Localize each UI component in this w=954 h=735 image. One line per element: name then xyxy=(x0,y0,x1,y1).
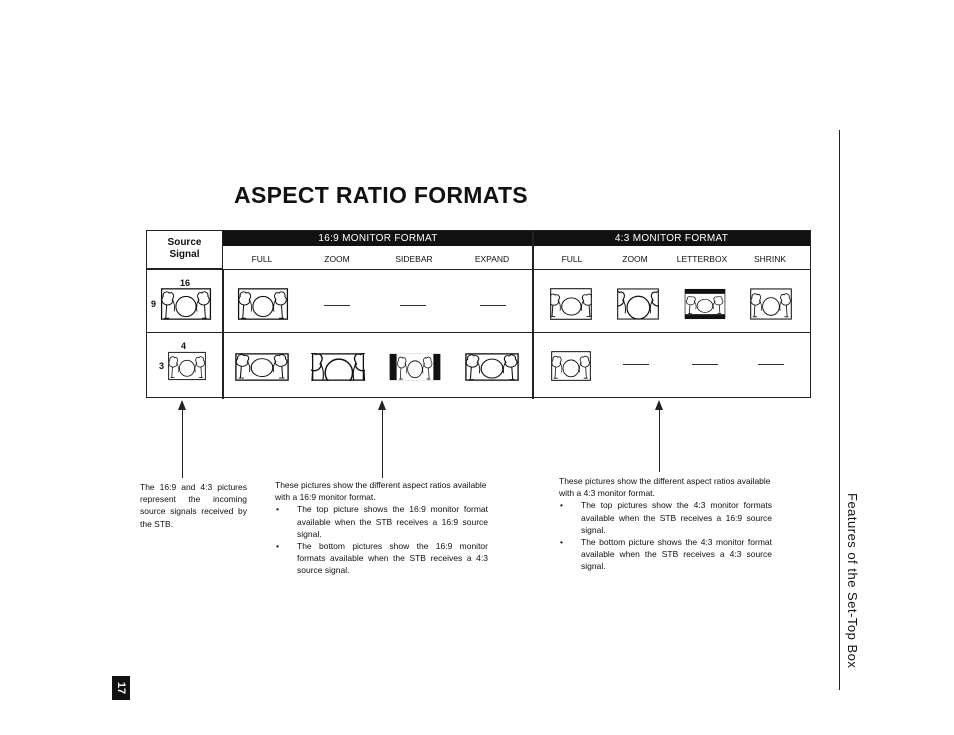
list-item: • The top picture shows the 16:9 monitor format available when the STB receives a 16:9 source signal. xyxy=(275,503,488,540)
list-item: • The bottom picture shows the 4:3 monitor format available when the STB receives a 4:3 source signal. xyxy=(559,536,772,573)
col-169-sidebar: SIDEBAR xyxy=(395,254,433,264)
169-full-picture-icon xyxy=(235,353,289,381)
list-item: • The top pictures show the 4:3 monitor formats available when the STB receives a 16:9 source signal. xyxy=(559,499,772,536)
column-divider xyxy=(222,269,224,399)
169-sidebar-picture-icon xyxy=(388,353,442,381)
source-169-picture-icon xyxy=(160,288,212,320)
width-label: 16 xyxy=(180,278,191,288)
169-full-picture-icon xyxy=(237,288,289,320)
height-label: 3 xyxy=(159,361,165,371)
col-43-zoom: ZOOM xyxy=(622,254,648,264)
not-applicable-dash xyxy=(400,305,426,306)
monitor-169-header: 16:9 MONITOR FORMAT xyxy=(223,231,533,246)
side-section-label: Features of the Set-Top Box xyxy=(845,493,860,669)
col-169-expand: EXPAND xyxy=(474,254,510,264)
list-item: • The bottom pictures show the 16:9 monitor formats available when the STB receives a 4:3 source signal. xyxy=(275,540,488,577)
col-169-zoom: ZOOM xyxy=(324,254,350,264)
col-43-full: FULL xyxy=(561,254,583,264)
not-applicable-dash xyxy=(758,364,784,365)
aspect-ratio-table xyxy=(146,230,811,398)
pointer-line xyxy=(382,408,383,478)
source-description: The 16:9 and 4:3 pictures represent the incoming source signals received by the STB. xyxy=(140,482,247,529)
169-expand-picture-icon xyxy=(465,353,519,381)
169-zoom-picture-icon xyxy=(311,353,365,381)
pointer-line xyxy=(182,408,183,478)
monitor-169-description: These pictures show the different aspect ratios available with a 16:9 monitor format. • The top picture shows the 16:9 monitor format available when the STB receives a 16:9 source signal. • The bottom pictures show the 16:9 monitor formats available when the STB receives a 4:3 source signal. xyxy=(275,479,488,577)
col-43-shrink: SHRINK xyxy=(753,254,787,264)
43-full-picture-icon xyxy=(550,351,592,381)
col-169-full: FULL xyxy=(251,254,273,264)
source-signal-header: Source Signal xyxy=(147,231,223,269)
row-divider xyxy=(147,332,810,333)
monitor-43-header: 4:3 MONITOR FORMAT xyxy=(533,231,810,246)
col-43-letterbox: LETTERBOX xyxy=(676,254,728,264)
column-divider xyxy=(532,231,534,399)
43-full-picture-icon xyxy=(550,288,592,320)
monitor-43-description: These pictures show the different aspect ratios available with a 4:3 monitor format. • The top pictures show the 4:3 monitor formats available when the STB receives a 16:9 source signal. • The bottom picture shows the 4:3 monitor format available when the STB receives a 4:3 source signal. xyxy=(559,475,772,573)
row-divider xyxy=(147,269,810,270)
width-label: 4 xyxy=(181,341,187,351)
source-43-picture-icon xyxy=(168,351,206,381)
height-label: 9 xyxy=(151,299,157,309)
page-title: ASPECT RATIO FORMATS xyxy=(234,182,528,208)
43-zoom-picture-icon xyxy=(617,288,659,320)
not-applicable-dash xyxy=(623,364,649,365)
43-letterbox-picture-icon xyxy=(684,288,726,320)
pointer-line xyxy=(659,408,660,472)
not-applicable-dash xyxy=(480,305,506,306)
margin-rule xyxy=(839,130,840,690)
not-applicable-dash xyxy=(324,305,350,306)
page-number: 17 xyxy=(112,676,130,700)
not-applicable-dash xyxy=(692,364,718,365)
43-shrink-picture-icon xyxy=(750,288,792,320)
